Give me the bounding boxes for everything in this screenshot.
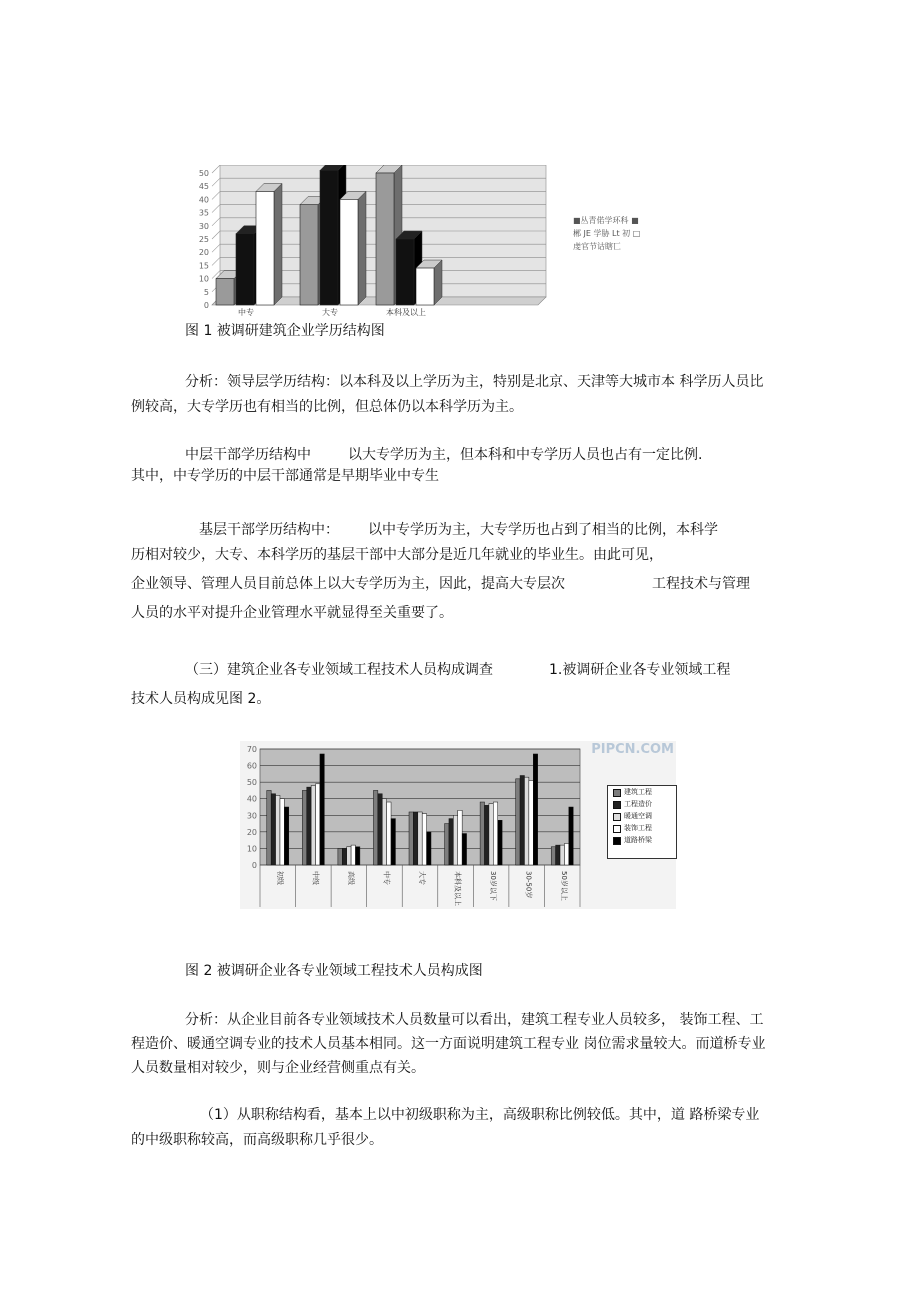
x-tick-label: 大专 xyxy=(322,308,338,317)
paragraph-text: 历相对较少，大专、本科学历的基层干部中大部分是近几年就业的毕业生。由此可见， xyxy=(131,547,663,563)
watermark: PIPCN.COM xyxy=(591,742,674,757)
legend-label: 建筑工程 xyxy=(624,788,652,796)
legend-item xyxy=(608,810,676,822)
x-tick-label: 中级 xyxy=(311,871,320,885)
legend-item xyxy=(608,822,676,834)
bar xyxy=(276,795,280,865)
x-tick-label: 本科及以上 xyxy=(386,308,426,317)
bar xyxy=(387,802,391,865)
bar xyxy=(340,199,358,305)
bar xyxy=(256,191,274,305)
y-tick-label: 35 xyxy=(198,208,209,218)
figure2-legend xyxy=(607,785,677,859)
bar xyxy=(564,843,568,865)
x-tick-label: 50岁以上 xyxy=(560,871,569,901)
bar xyxy=(427,832,431,865)
bar xyxy=(498,820,502,865)
x-tick-label: 中专 xyxy=(238,308,254,317)
paragraph-text: 中层干部学历结构中 xyxy=(185,447,311,463)
bar xyxy=(378,794,382,865)
paragraph-text: 的中级职称较高，而高级职称几乎很少。 xyxy=(131,1132,383,1148)
figure1-svg xyxy=(198,165,550,320)
paragraph-text: 以中专学历为主，大专学历也占到了相当的比例，本科学 xyxy=(368,522,718,538)
bar xyxy=(413,812,417,865)
bar xyxy=(458,810,462,865)
legend-label: 装饰工程 xyxy=(624,824,652,832)
x-tick-label: 中专 xyxy=(382,871,391,885)
bar xyxy=(409,812,413,865)
figure1-chart xyxy=(198,165,550,320)
bar xyxy=(355,847,359,865)
x-tick-label: 30-50岁 xyxy=(524,871,533,899)
bar xyxy=(280,799,284,865)
bar xyxy=(489,804,493,865)
bar xyxy=(556,845,560,865)
x-tick-label: 大专 xyxy=(418,871,426,885)
bar xyxy=(453,815,457,865)
paragraph-text: 程造价、暖通空调专业的技术人员基本相同。这一方面说明建筑工程专业 岗位需求量较大。而道桥专业 xyxy=(131,1036,766,1052)
legend-swatch xyxy=(613,801,621,809)
bar xyxy=(445,824,449,865)
bar xyxy=(373,790,377,865)
y-tick-label: 10 xyxy=(198,274,209,284)
bar xyxy=(480,802,484,865)
gridline-side xyxy=(212,178,220,186)
y-tick-label: 45 xyxy=(198,182,209,192)
legend-swatch xyxy=(613,813,621,821)
legend-swatch xyxy=(613,825,621,833)
y-tick-label: 5 xyxy=(203,287,209,297)
bar xyxy=(236,234,254,305)
bar xyxy=(347,847,351,865)
gridline-side xyxy=(212,244,220,252)
figure1-legend-line: 虔官节诂瞎匸 xyxy=(573,242,621,251)
bar xyxy=(493,802,497,865)
y-tick-label: 40 xyxy=(246,794,257,804)
bar xyxy=(520,776,524,865)
bar xyxy=(338,848,342,865)
bar xyxy=(533,754,537,865)
x-tick-label: 高级 xyxy=(346,871,355,885)
paragraph-text: 人员数量相对较少，则与企业经营侧重点有关。 xyxy=(131,1060,425,1076)
y-tick-label: 50 xyxy=(198,169,209,178)
paragraph-text: 例较高，大专学历也有相当的比例，但总体仍以本科学历为主。 xyxy=(131,399,523,415)
bar xyxy=(311,785,315,865)
gridline-side xyxy=(212,231,220,239)
gridline-side xyxy=(212,218,220,226)
y-tick-label: 20 xyxy=(198,248,209,258)
figure2-caption: 图 2 被调研企业各专业领域工程技术人员构成图 xyxy=(185,963,483,979)
bar xyxy=(320,170,338,305)
bar xyxy=(560,845,564,865)
bar xyxy=(569,807,573,865)
gridline-side xyxy=(212,257,220,265)
bar xyxy=(382,799,386,865)
legend-item xyxy=(608,798,676,810)
y-tick-label: 40 xyxy=(198,195,209,205)
gridline-side xyxy=(212,205,220,213)
bar xyxy=(284,807,288,865)
y-tick-label: 70 xyxy=(246,745,257,754)
y-tick-label: 30 xyxy=(198,221,209,231)
bar xyxy=(422,814,426,865)
y-tick-label: 10 xyxy=(246,844,257,854)
bar xyxy=(462,834,466,865)
y-tick-label: 30 xyxy=(246,811,257,821)
figure1-legend xyxy=(573,214,640,253)
paragraph-text: 其中，中专学历的中层干部通常是早期毕业中专生 xyxy=(131,468,439,484)
bar xyxy=(416,268,434,305)
x-tick-label: 30岁以下 xyxy=(489,871,498,901)
bar xyxy=(529,780,533,865)
bar xyxy=(307,787,311,865)
x-tick-label: 初级 xyxy=(275,871,284,885)
bar xyxy=(396,239,414,305)
paragraph-text: 分析：从企业目前各专业领域技术人员数量可以看出，建筑工程专业人员较多， 装饰工程、工 xyxy=(185,1012,764,1028)
y-tick-label: 25 xyxy=(198,235,209,244)
bar xyxy=(267,790,271,865)
y-tick-label: 0 xyxy=(251,861,257,870)
legend-item xyxy=(608,786,676,798)
bar xyxy=(216,279,234,305)
y-tick-label: 15 xyxy=(198,261,209,271)
section-heading: （三）建筑企业各专业领域工程技术人员构成调查 xyxy=(185,662,493,678)
bar xyxy=(516,779,520,865)
x-tick-label: 本科及以上 xyxy=(453,871,462,906)
legend-label: 道路桥梁 xyxy=(624,836,652,844)
bar xyxy=(449,819,453,865)
y-tick-label: 60 xyxy=(246,761,257,771)
bar xyxy=(302,790,306,865)
bar xyxy=(418,812,422,865)
bar xyxy=(320,754,324,865)
paragraph-text: 技术人员构成见图 2。 xyxy=(131,691,271,707)
paragraph-text: 基层干部学历结构中： xyxy=(199,522,339,538)
figure1-caption: 图 1 被调研建筑企业学历结构图 xyxy=(185,323,385,339)
legend-label: 暖通空调 xyxy=(624,812,652,820)
paragraph-text: 以大专学历为主，但本科和中专学历人员也占有一定比例. xyxy=(348,447,703,463)
bar-side xyxy=(274,183,282,305)
bar xyxy=(376,173,394,305)
bar xyxy=(351,845,355,865)
bar xyxy=(342,848,346,865)
paragraph-text: 工程技术与管理 xyxy=(652,576,750,592)
bar xyxy=(485,805,489,865)
figure1-legend-line: 郴 JE 学胁 Lt 初 □ xyxy=(573,229,641,238)
paragraph-text: 人员的水平对提升企业管理水平就显得至关重要了。 xyxy=(131,605,453,621)
legend-label: 工程造价 xyxy=(624,800,652,808)
gridline-side xyxy=(212,191,220,199)
bar xyxy=(524,777,528,865)
bar xyxy=(271,794,275,865)
bar xyxy=(300,205,318,305)
bar xyxy=(391,819,395,865)
bar-side xyxy=(358,191,366,305)
bar xyxy=(316,784,320,865)
paragraph-text: 企业领导、管理人员目前总体上以大专学历为主，因此，提高大专层次 xyxy=(131,576,565,592)
paragraph-text: 分析：领导层学历结构：以本科及以上学历为主，特别是北京、天津等大城市本 科学历人员比 xyxy=(185,374,764,390)
legend-item xyxy=(608,834,676,846)
paragraph-text: （1）从职称结构看，基本上以中初级职称为主，高级职称比例较低。其中，道 路桥梁专业 xyxy=(200,1107,760,1123)
y-tick-label: 0 xyxy=(203,301,209,310)
legend-swatch xyxy=(613,837,621,845)
y-tick-label: 50 xyxy=(246,778,257,788)
bar xyxy=(551,847,555,865)
paragraph-text: 1.被调研企业各专业领域工程 xyxy=(549,662,731,678)
figure1-legend-line: ■丛青偌学环科 ■ xyxy=(573,216,639,225)
y-tick-label: 20 xyxy=(246,827,257,837)
gridline-side xyxy=(212,165,220,173)
legend-swatch xyxy=(613,789,621,797)
